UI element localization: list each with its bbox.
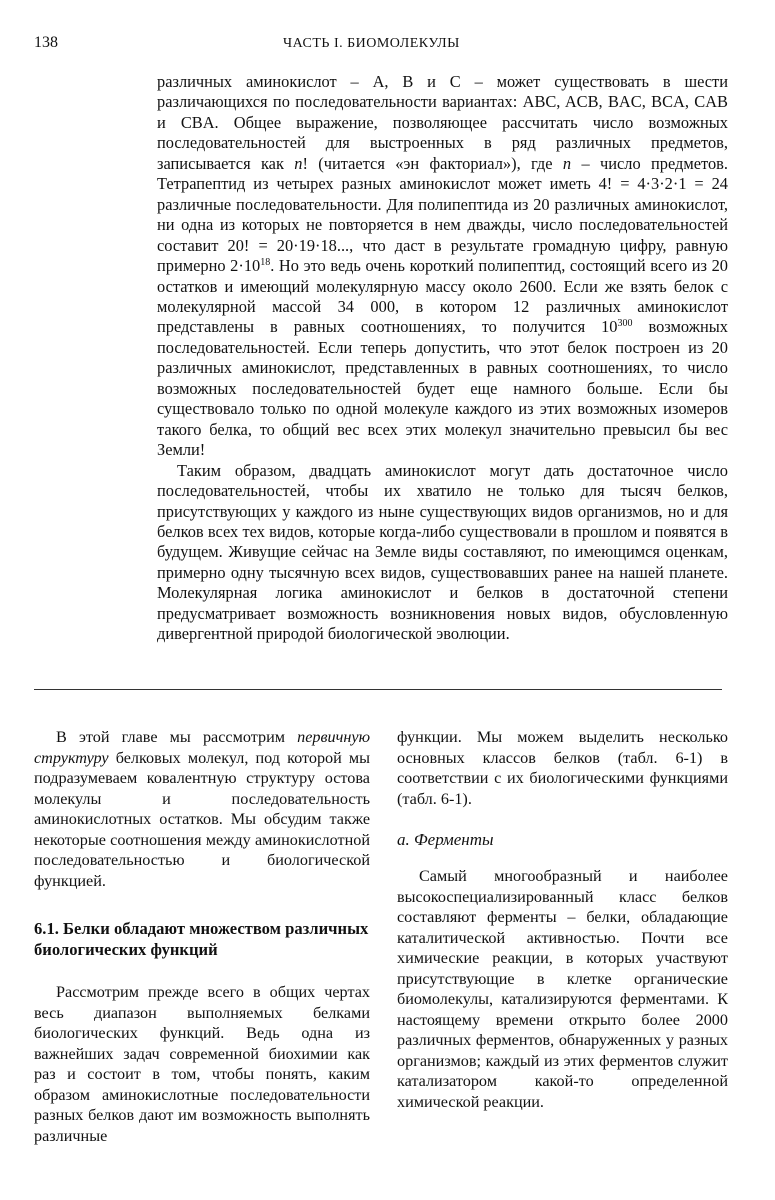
running-head: ЧАСТЬ I. БИОМОЛЕКУЛЫ <box>283 36 460 51</box>
intro-paragraph-2: Таким образом, двадцать аминокислот могут дать достаточное число последовательностей, чтобы их хватило не только для тысяч белков, присутствующих у каждого из ныне существующих видов организмов, но и для белков всех тех видов, которые когда-либо существовали в прошлом и появятся в будущем. Живущие сейчас на Земле виды составляют, по имеющимся оценкам, примерно одну тысячную всех видов, существовавших ранее на нашей планете. Молекулярная логика аминокислот и белков в достаточной степени предусматривает возможность возникновения новых видов, обусловленную дивергентной природой биологической эволюции. <box>157 460 728 644</box>
subsection-heading: а. Ферменты <box>397 830 494 849</box>
intro-p1-text-b: ! (читается «эн факториал»), где <box>302 153 563 173</box>
chapter-intro-text-a: В этой главе мы рассмотрим <box>56 728 298 746</box>
intro-p1-text-e: возможных последовательностей. Если теперь допустить, что этот белок построен из 20 различных аминокислот, представленных в равных соотношениях, то число возможных последовательностей будет еще намного больше. Если бы существовало только по одной молекуле каждого из этих возможных изомеров такого белка, то общий вес всех этих молекул значительно превысил бы вес Земли! <box>157 317 728 460</box>
intro-p1-text-d: . Но это ведь очень короткий полипептид, состоящий всего из 20 остатков и имеющий молекулярную массу около 2600. Если же взять белок с молекулярной массой 34 000, в котором 12 различных аминокислот представлены в равных соотношениях, то получится 10 <box>157 256 728 337</box>
intro-paragraph-1 <box>157 72 728 461</box>
section-divider <box>34 689 722 690</box>
intro-p1-text-a: различных аминокислот – A, B и C – может существовать в шести различающихся по последовательности вариантах: ABC, ACB, BAC, BCA, CAB и CBA. Общее выражение, позволяющее рассчитать число возможных последовательностей для выстроенных в ряд различных предметов, записывается как <box>157 72 728 173</box>
section-paragraph: Рассмотрим прежде всего в общих чертах весь диапазон выполняемых белками биологических функций. Ведь одна из важнейших задач современной биохимии как раз и состоит в том, чтобы понять, каким образом аминокислотные последовательности разных белков дают им возможность выполнять различные <box>34 983 370 1145</box>
enzymes-paragraph: Самый многообразный и наиболее высокоспециализированный класс белков составляют ферменты – белки, обладающие каталитической активностью. Почти все химические реакции, в которых участвуют присутствующие в клетке органические биомолекулы, катализируются ферментами. К настоящему времени открыто более 2000 различных ферментов, обнаруженных у разных организмов; каждый из этих ферментов служит катализатором какой-то определенной химической реакции. <box>397 867 728 1111</box>
exponent-18: 18 <box>260 257 271 269</box>
exponent-300: 300 <box>617 318 633 330</box>
intro-block <box>157 72 728 645</box>
intro-p1-var-n: n <box>294 153 303 173</box>
chapter-intro-text-b: белковых молекул, под которой мы подразумеваем ковалентную структуру остова молекулы и последовательность аминокислотных остатков. Мы обсудим также некоторые соотношения между аминокислотной последовательностью и биологической функцией. <box>34 748 370 890</box>
right-column <box>397 727 728 1112</box>
left-column <box>34 727 370 1146</box>
continued-paragraph: функции. Мы можем выделить несколько основных классов белков (табл. 6-1) в соответствии с их биологическими функциями (табл. 6-1). <box>397 728 728 808</box>
intro-p1-text-c: – число предметов. Тетрапептид из четырех разных аминокислот может иметь 4! = 4·3·2·1 = 24 различные последовательности. Для полипептида из 20 различных аминокислот, ни одна из которых не повторяется в нем дважды, число последовательностей составит 20! = 20·19·18..., что даст в результате громадную цифру, равную примерно 2·10 <box>157 153 728 276</box>
page-number: 138 <box>34 34 58 51</box>
primary-structure-term: первичную структуру <box>34 728 370 767</box>
section-heading: 6.1. Белки обладают множеством различных биологических функций <box>34 919 369 959</box>
chapter-intro-paragraph <box>34 727 370 891</box>
intro-p1-var-n: n <box>562 153 572 173</box>
